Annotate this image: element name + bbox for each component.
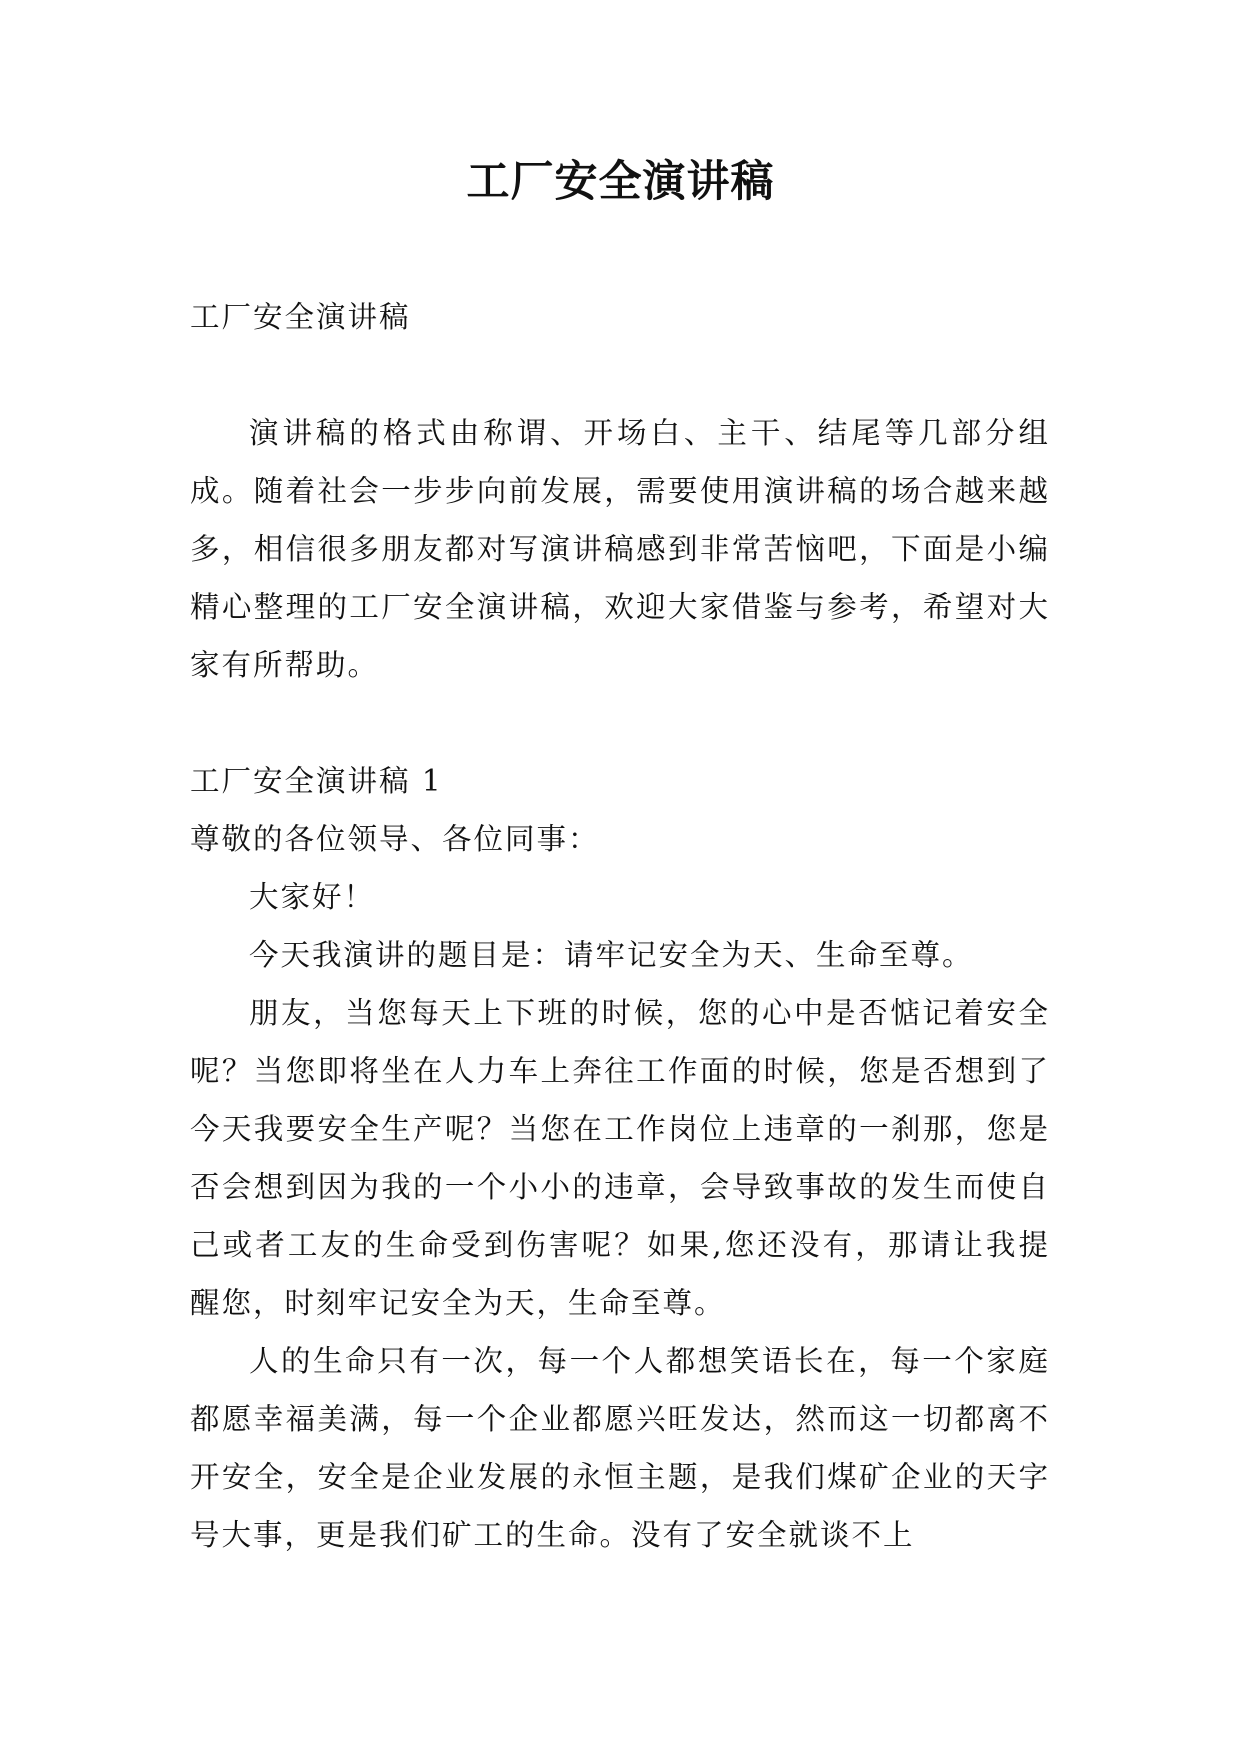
body-paragraph: 人的生命只有一次，每一个人都想笑语长在，每一个家庭都愿幸福美满，每一个企业都愿兴旺发达，然而这一切都离不开安全，安全是企业发展的永恒主题，是我们煤矿企业的天字号大事，更是我们矿工的生命。没有了安全就谈不上 (190, 1344, 1050, 1552)
intro-paragraph: 演讲稿的格式由称谓、开场白、主干、结尾等几部分组成。随着社会一步步向前发展，需要使用演讲稿的场合越来越多，相信很多朋友都对写演讲稿感到非常苦恼吧，下面是小编精心整理的工厂安全演讲稿，欢迎大家借鉴与参考，希望对大家有所帮助。 (190, 416, 1050, 682)
salutation: 尊敬的各位领导、各位同事： (190, 822, 600, 856)
body-paragraph: 今天我演讲的题目是：请牢记安全为天、生命至尊。 (249, 938, 974, 972)
document-title: 工厂安全演讲稿 (466, 157, 775, 207)
greeting: 大家好！ (249, 880, 376, 914)
document-subtitle: 工厂安全演讲稿 (190, 300, 411, 334)
body-paragraph: 朋友，当您每天上下班的时候，您的心中是否惦记着安全呢？当您即将坐在人力车上奔往工作面的时候，您是否想到了今天我要安全生产呢？当您在工作岗位上违章的一刹那，您是否会想到因为我的一个小小的违章，会导致事故的发生而使自己或者工友的生命受到伤害呢？如果,您还没有，那请让我提醒您，时刻牢记安全为天，生命至尊。 (190, 996, 1050, 1320)
section-heading: 工厂安全演讲稿 1 (190, 764, 443, 798)
document-body (190, 288, 1050, 1564)
